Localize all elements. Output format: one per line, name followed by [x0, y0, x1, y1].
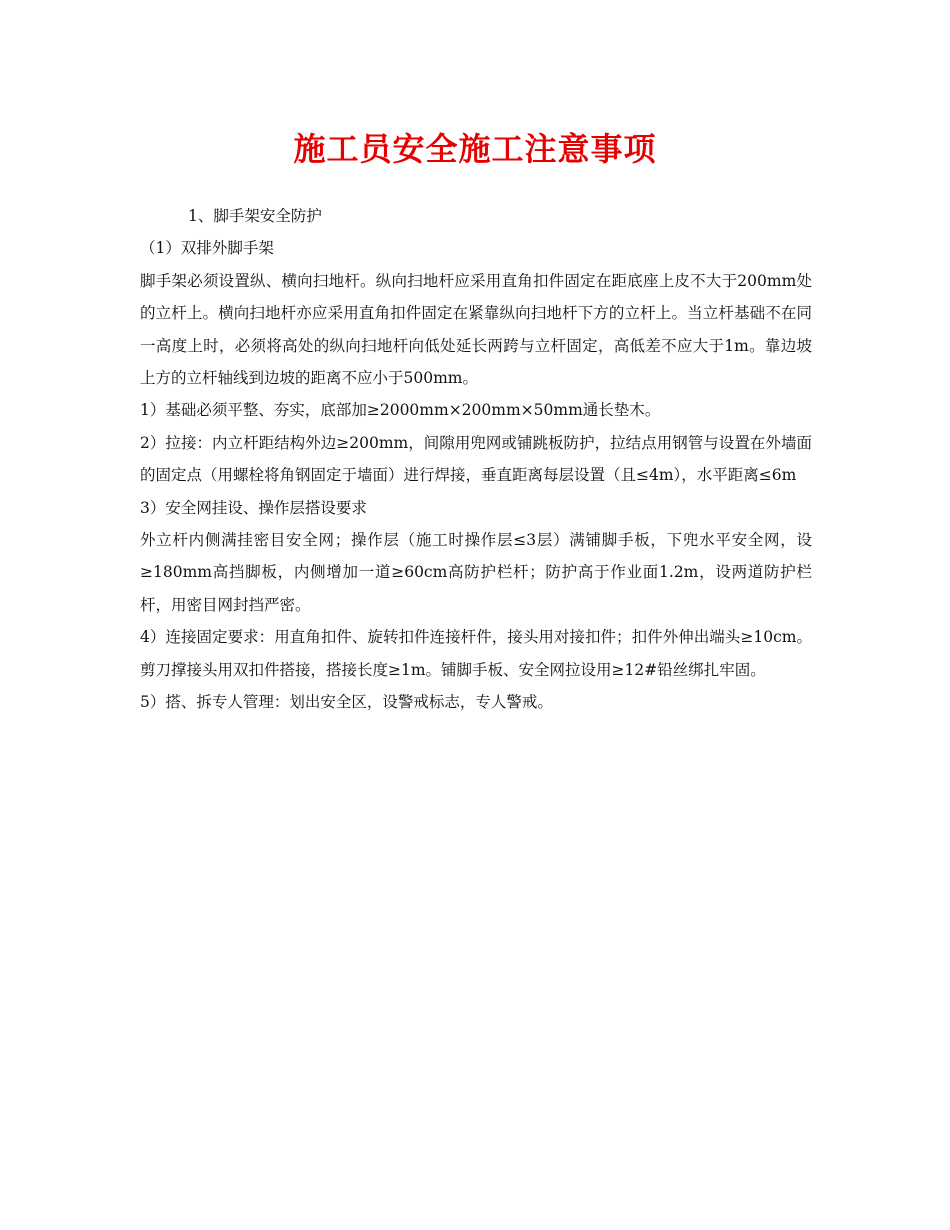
list-item: 1）基础必须平整、夯实，底部加≥2000mm×200mm×50mm通长垫木。: [140, 401, 661, 420]
document-body: [140, 200, 812, 719]
document-title: 施工员安全施工注意事项: [293, 130, 657, 168]
body-paragraph: 脚手架必须设置纵、横向扫地杆。纵向扫地杆应采用直角扣件固定在距底座上皮不大于200mm处的立杆上。横向扫地杆亦应采用直角扣件固定在紧靠纵向扫地杆下方的立杆上。当立杆基础不在同一高度上时，必须将高处的纵向扫地杆向低处延长两跨与立杆固定，高低差不应大于1m。靠边坡上方的立杆轴线到边坡的距离不应小于500mm。: [140, 271, 812, 388]
list-item: 2）拉接：内立杆距结构外边≥200mm，间隙用兜网或铺跳板防护，拉结点用钢管与设置在外墙面的固定点（用螺栓将角钢固定于墙面）进行焊接，垂直距离每层设置（且≤4m），水平距离≤6m: [140, 433, 812, 485]
list-item: 4）连接固定要求：用直角扣件、旋转扣件连接杆件，接头用对接扣件；扣件外伸出端头≥10cm。剪刀撑接头用双扣件搭接，搭接长度≥1m。铺脚手板、安全网拉设用≥12#铅丝绑扎牢固。: [140, 628, 812, 679]
list-item: 3）安全网挂设、操作层搭设要求: [140, 498, 367, 517]
list-item: 5）搭、拆专人管理：划出安全区，设警戒标志，专人警戒。: [140, 693, 553, 712]
body-paragraph: 外立杆内侧满挂密目安全网；操作层（施工时操作层≤3层）满铺脚手板，下兜水平安全网，设≥180mm高挡脚板，内侧增加一道≥60cm高防护栏杆；防护高于作业面1.2m，设两道防护栏杆，用密目网封挡严密。: [140, 531, 812, 614]
subsection-heading: （1）双排外脚手架: [140, 239, 274, 258]
section-heading: 1、脚手架安全防护: [188, 207, 322, 225]
